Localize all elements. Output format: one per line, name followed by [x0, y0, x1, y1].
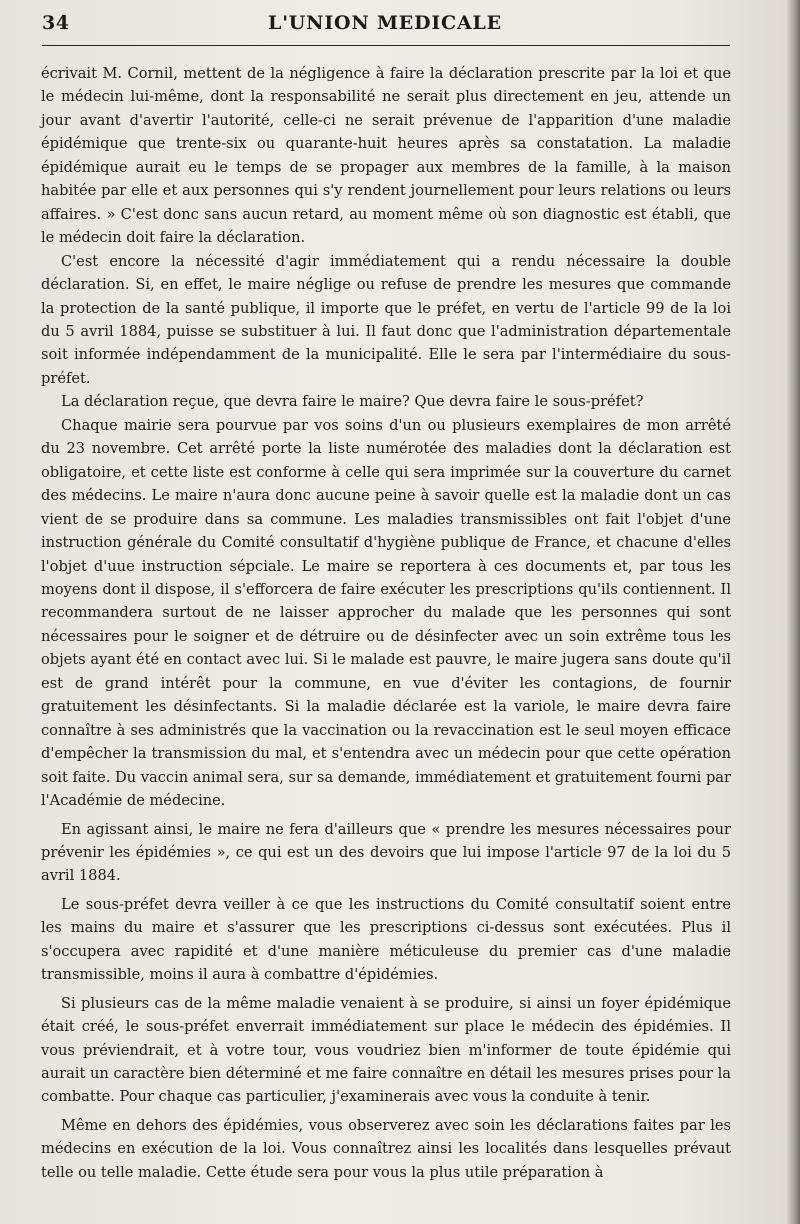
page-number: 34 — [42, 12, 70, 34]
page-header — [42, 12, 728, 38]
running-title: L'UNION MEDICALE — [268, 12, 502, 34]
paragraph: C'est encore la nécessité d'agir immédiatement qui a rendu nécessaire la double déclaration. Si, en effet, le maire néglige ou refuse de prendre les mesures que commande la protection de la santé publique, il importe que le préfet, en vertu de l'article 99 de la loi du 5 avril 1884, puisse se substituer à lui. Il faut donc que l'administration départementale soit informée indépendamment de la municipalité. Elle le sera par l'intermédiaire du sous-préfet. — [41, 252, 731, 387]
header-rule — [42, 45, 730, 46]
paragraph: Le sous-préfet devra veiller à ce que les instructions du Comité consultatif soient entre les mains du maire et s'assurer que les prescriptions ci-dessus sont exécutées. Plus il s'occupera avec rapidité et d'une manière méticuleuse du premier cas d'une maladie transmissible, moins il aura à combattre d'épidémies. — [41, 895, 731, 984]
paragraph: Chaque mairie sera pourvue par vos soins d'un ou plusieurs exemplaires de mon arrêté du 23 novembre. Cet arrêté porte la liste numérotée des maladies dont la déclaration est obligatoire, et cette liste est conforme à celle qui sera imprimée sur la couverture du carnet des médecins. Le maire n'aura donc aucune peine à savoir quelle est la maladie dont un cas vient de se produire dans sa commune. Les maladies transmissibles ont fait l'objet d'une instruction générale du Comité consultatif d'hygiène publique de France, et chacune d'elles l'objet d'uue instruction sépciale. Le maire se reportera à ces documents et, par tous les moyens dont il dispose, il s'efforcera de faire exécuter les prescriptions qu'ils contiennent. Il recommandera surtout de ne laisser approcher du malade que les personnes qui sont nécessaires pour le soigner et de détruire ou de désinfecter avec un soin extrême tous les objets ayant été en contact avec lui. Si le malade est pauvre, le maire jugera sans doute qu'il est de grand intérêt pour la commune, en vue d'éviter les contagions, de fournir gratuitement les désinfectants. Si la maladie déclarée est la variole, le maire devra faire connaître à ses administrés que la vaccination ou la revaccination est le seul moyen efficace d'empêcher la transmission du mal, et s'entendra avec un médecin pour que cette opération soit faite. Du vaccin animal sera, sur sa demande, immédiatement et gratuitement fourni par l'Académie de médecine. — [41, 416, 731, 810]
paragraph: En agissant ainsi, le maire ne fera d'ailleurs que « prendre les mesures nécessaires pour prévenir les épidémies », ce qui est un des devoirs que lui impose l'article 97 de la loi du 5 avril 1884. — [41, 820, 731, 885]
paragraph: écrivait M. Cornil, mettent de la négligence à faire la déclaration prescrite par la loi et que le médecin lui-même, dont la responsabilité ne serait plus directement en jeu, attende un jour avant d'avertir l'autorité, celle-ci ne serait prévenue de l'apparition d'une maladie épidémique que trente-six ou quarante-huit heures après sa constatation. La maladie épidémique aurait eu le temps de se propager aux membres de la famille, à la maison habitée par elle et aux personnes qui s'y rendent journellement pour leurs relations ou leurs affaires. » C'est donc sans aucun retard, au moment même où son diagnostic est établi, que le médecin doit faire la déclaration. — [41, 65, 731, 247]
page-edge-shadow — [786, 0, 800, 1224]
paragraph: La déclaration reçue, que devra faire le maire? Que devra faire le sous-préfet? — [61, 393, 644, 411]
paragraph: Si plusieurs cas de la même maladie venaient à se produire, si ainsi un foyer épidémique était créé, le sous-préfet enverrait immédiatement sur place le médecin des épidémies. Il vous préviendrait, et à votre tour, vous voudriez bien m'informer de toute épidémie qui aurait un caractère bien déterminé et me faire connaître en détail les mesures prises pour la combatte. Pour chaque cas particulier, j'examinerais avec vous la conduite à tenir. — [41, 994, 731, 1106]
article-body — [41, 62, 731, 1184]
paragraph: Même en dehors des épidémies, vous observerez avec soin les déclarations faites par les médecins en exécution de la loi. Vous connaîtrez ainsi les localités dans lesquelles prévaut telle ou telle maladie. Cette étude sera pour vous la plus utile préparation à — [41, 1116, 731, 1181]
